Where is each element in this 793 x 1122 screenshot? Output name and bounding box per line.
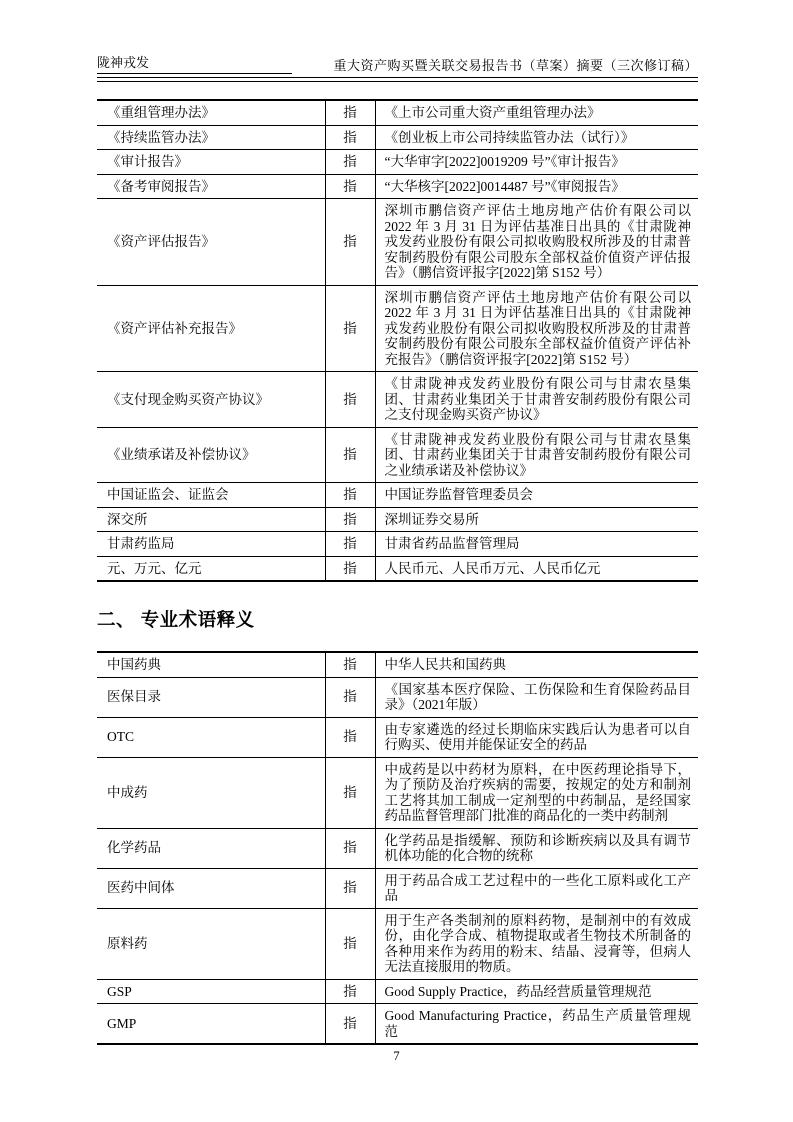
term-cell: GSP	[107, 983, 132, 999]
page-header	[97, 52, 698, 78]
term-cell: 《资产评估报告》	[107, 234, 215, 249]
term-cell: 深交所	[107, 511, 148, 527]
ref-word-cell: 指	[325, 1004, 375, 1045]
section-title: 二、 专业术语释义	[97, 609, 255, 630]
term-cell: 中国药典	[107, 657, 161, 672]
ref-word-cell: 指	[325, 483, 375, 508]
definition-row	[97, 757, 698, 828]
term-cell: 医保目录	[107, 689, 161, 705]
definition-row	[97, 125, 698, 150]
definition-cell: 化学药品是指缓解、预防和诊断疾病以及具有调节机体功能的化合物的统称	[384, 832, 691, 863]
header-report-title: 重大资产购买暨关联交易报告书（草案）摘要（三次修订稿）	[333, 58, 698, 73]
definition-cell: 《甘肃陇神戎发药业股份有限公司与甘肃农垦集团、甘肃药业集团关于甘肃普安制药股份有限公司之业绩承诺及补偿协议》	[384, 431, 691, 478]
ref-word-cell: 指	[325, 372, 375, 428]
definition-row	[97, 828, 698, 868]
definition-row	[97, 174, 698, 199]
definition-cell: 深圳证券交易所	[384, 511, 479, 527]
term-cell: 化学药品	[107, 840, 161, 856]
definition-row	[97, 150, 698, 175]
definition-row	[97, 979, 698, 1004]
term-cell: 医药中间体	[107, 880, 175, 896]
definition-cell: 用于药品合成工艺过程中的一些化工原料或化工产品	[384, 872, 691, 903]
definition-row	[97, 717, 698, 757]
definition-row	[97, 652, 698, 677]
ref-word-cell: 指	[325, 868, 375, 908]
definition-row	[97, 427, 698, 483]
term-cell: 《审计报告》	[107, 154, 188, 169]
definition-row	[97, 483, 698, 508]
ref-word-cell: 指	[325, 677, 375, 717]
definition-row	[97, 532, 698, 557]
ref-word-cell: 指	[325, 532, 375, 557]
ref-word-cell: 指	[325, 150, 375, 175]
definition-cell: 用于生产各类制剂的原料药物，是制剂中的有效成份，由化学合成、植物提取或者生物技术所制备的各种用来作为药用的粉末、结晶、浸膏等，但病人无法直接服用的物质。	[384, 912, 691, 974]
ref-word-cell: 指	[325, 979, 375, 1004]
term-cell: 元、万元、亿元	[107, 560, 202, 576]
definition-cell: 人民币元、人民币万元、人民币亿元	[384, 560, 601, 576]
ref-word-cell: 指	[325, 757, 375, 828]
ref-word-cell: 指	[325, 908, 375, 979]
definition-row	[97, 372, 698, 428]
definition-cell: “大华审字[2022]0019209 号”《审计报告》	[384, 154, 625, 169]
definition-row	[97, 199, 698, 286]
term-cell: 《业绩承诺及补偿协议》	[107, 447, 256, 462]
definition-cell: Good Supply Practice，药品经营质量管理规范	[384, 983, 652, 999]
definition-row	[97, 677, 698, 717]
definition-cell: 中华人民共和国药典	[384, 657, 506, 672]
definition-row	[97, 1004, 698, 1045]
definition-cell: 中成药是以中药材为原料，在中医药理论指导下，为了预防及治疗疾病的需要，按规定的处方和制剂工艺将其加工制成一定剂型的中药制品，是经国家药品监督管理部门批准的商品化的一类中药制剂	[384, 761, 691, 823]
term-cell: 中成药	[107, 784, 148, 800]
definition-cell: 《上市公司重大资产重组管理办法》	[384, 105, 601, 120]
ref-word-cell: 指	[325, 100, 375, 125]
definition-cell: 中国证券监督管理委员会	[384, 487, 533, 502]
definition-row	[97, 556, 698, 581]
professional-terms-table	[97, 651, 698, 1045]
term-cell: 《支付现金购买资产协议》	[107, 391, 269, 407]
definition-row	[97, 868, 698, 908]
ref-word-cell: 指	[325, 717, 375, 757]
definition-cell: 甘肃省药品监督管理局	[384, 536, 520, 551]
page-number: 7	[393, 1049, 400, 1063]
definition-cell: “大华核字[2022]0014487 号”《审阅报告》	[384, 178, 625, 194]
definition-row	[97, 908, 698, 979]
ref-word-cell: 指	[325, 199, 375, 286]
term-cell: 原料药	[107, 935, 148, 951]
page-footer	[0, 1049, 793, 1064]
ref-word-cell: 指	[325, 174, 375, 199]
term-cell: 中国证监会、证监会	[107, 487, 229, 502]
definition-cell: 《甘肃陇神戎发药业股份有限公司与甘肃农垦集团、甘肃药业集团关于甘肃普安制药股份有限公司之支付现金购买资产协议》	[384, 376, 691, 422]
term-cell: 《重组管理办法》	[107, 105, 215, 120]
definition-cell: 深圳市鹏信资产评估土地房地产估价有限公司以 2022 年 3 月 31 日为评估基准日出具的《甘肃陇神戎发药业股份有限公司拟收购股权所涉及的甘肃普安制药股份有限公司股东全部权益价值资产评估报告》（鹏信资评报字[2022]第 S152 号）	[384, 203, 691, 280]
definition-cell: 由专家遴选的经过长期临床实践后认为患者可以自行购买、使用并能保证安全的药品	[384, 721, 691, 752]
definition-cell: 《创业板上市公司持续监管办法（试行）》	[384, 129, 635, 145]
ref-word-cell: 指	[325, 828, 375, 868]
term-cell: GMP	[107, 1015, 137, 1031]
term-cell: 《资产评估补充报告》	[107, 320, 242, 336]
definition-row	[97, 507, 698, 532]
definition-cell: 深圳市鹏信资产评估土地房地产估价有限公司以 2022 年 3 月 31 日为评估基准日出具的《甘肃陇神戎发药业股份有限公司拟收购股权所涉及的甘肃普安制药股份有限公司股东全部权益价值资产评估补充报告》（鹏信资评报字[2022]第 S152 号）	[384, 289, 691, 367]
term-cell: 《备考审阅报告》	[107, 178, 215, 194]
header-company-short-name: 陇神戎发	[97, 52, 292, 74]
term-cell: 甘肃药监局	[107, 536, 175, 551]
definition-cell: Good Manufacturing Practice，药品生产质量管理规范	[384, 1008, 691, 1039]
term-cell: OTC	[107, 729, 134, 745]
ref-word-cell: 指	[325, 507, 375, 532]
definition-row	[97, 100, 698, 125]
header-rule	[97, 80, 698, 82]
ref-word-cell: 指	[325, 285, 375, 372]
ref-word-cell: 指	[325, 125, 375, 150]
definition-cell: 《国家基本医疗保险、工伤保险和生育保险药品目录》（2021年版）	[384, 681, 691, 712]
ref-word-cell: 指	[325, 427, 375, 483]
ref-word-cell: 指	[325, 556, 375, 581]
ref-word-cell: 指	[325, 652, 375, 677]
term-cell: 《持续监管办法》	[107, 129, 215, 145]
definition-row	[97, 285, 698, 372]
general-terms-table	[97, 99, 698, 582]
